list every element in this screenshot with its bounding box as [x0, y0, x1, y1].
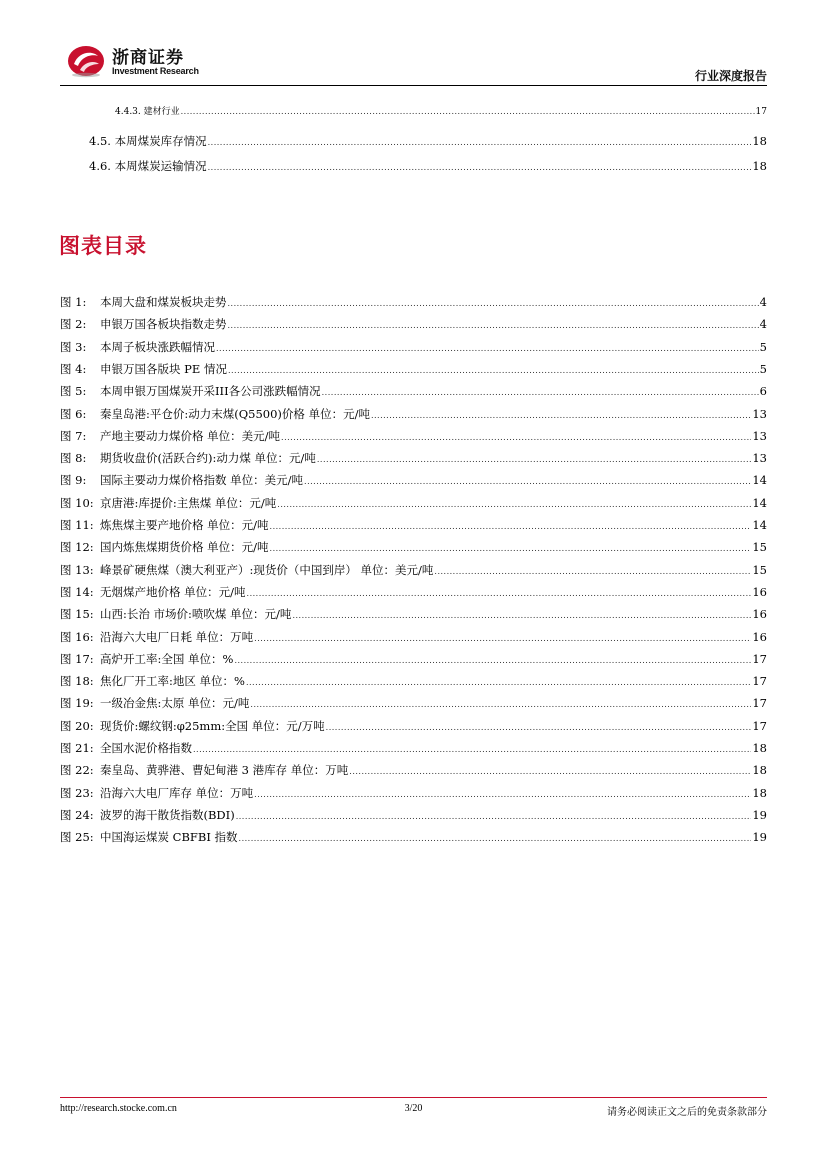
- figure-entry[interactable]: [60, 651, 767, 667]
- figure-entry-page: 13: [752, 428, 767, 443]
- leader-dots: [193, 745, 751, 754]
- figure-entry[interactable]: [60, 294, 767, 310]
- leader-dots: [246, 678, 751, 687]
- figures-section-title: 图表目录: [59, 234, 147, 258]
- figure-entry-number: 图 22:: [60, 763, 94, 778]
- toc-entry[interactable]: [89, 158, 767, 174]
- figure-entry-label: 本周子板块涨跌幅情况: [100, 339, 215, 354]
- toc-entry-page: 17: [755, 107, 767, 117]
- figure-entry-page: 16: [752, 629, 767, 644]
- figure-entry-number: 图 12:: [60, 540, 94, 555]
- figure-entry[interactable]: [60, 495, 767, 511]
- figure-entry-number: 图 1:: [60, 295, 87, 309]
- footer-page-number: 3/20: [404, 1103, 423, 1114]
- leader-dots: [281, 433, 751, 442]
- figure-entry[interactable]: [60, 584, 767, 600]
- figure-entry[interactable]: [60, 406, 767, 422]
- figure-entry[interactable]: [60, 829, 767, 845]
- figure-entry-label: 高炉开工率:全国 单位：%: [100, 651, 234, 666]
- toc-entry-label: 4.6. 本周煤炭运输情况: [89, 159, 207, 173]
- figure-entry[interactable]: [60, 428, 767, 444]
- leader-dots: [270, 544, 752, 553]
- figure-entry-label: 一级冶金焦:太原 单位：元/吨: [100, 696, 250, 711]
- figure-entry-page: 17: [752, 651, 767, 666]
- figure-entry[interactable]: [60, 562, 767, 578]
- toc-entry[interactable]: [115, 104, 767, 117]
- leader-dots: [292, 611, 751, 620]
- toc-entry-label: 4.5. 本周煤炭库存情况: [89, 134, 207, 148]
- leader-dots: [317, 455, 751, 464]
- company-name-en: Investment Research: [112, 66, 199, 76]
- figure-entry[interactable]: [60, 606, 767, 622]
- figure-entry-number: 图 15:: [60, 607, 94, 622]
- figure-entry-number: 图 2:: [60, 317, 87, 332]
- figure-entry-page: 13: [752, 406, 767, 421]
- figure-entry-number: 图 9:: [60, 473, 87, 488]
- toc-entry-page: 18: [752, 159, 767, 173]
- figure-entry-page: 14: [752, 495, 767, 510]
- footer-url[interactable]: http://research.stocke.com.cn: [60, 1103, 177, 1114]
- figure-entry-page: 6: [759, 384, 767, 399]
- leader-dots: [228, 299, 759, 308]
- figure-entry-label: 申银万国各版块 PE 情况: [100, 361, 227, 376]
- figure-entry[interactable]: [60, 361, 767, 377]
- figure-entry-page: 14: [752, 518, 767, 532]
- figure-entry-page: 4: [759, 295, 767, 309]
- figure-entry-number: 图 13:: [60, 562, 94, 577]
- figure-entry-number: 图 17:: [60, 651, 94, 666]
- figure-entry[interactable]: [60, 673, 767, 689]
- figure-entry[interactable]: [60, 695, 767, 711]
- figure-entry-label: 全国水泥价格指数: [100, 741, 192, 755]
- figure-entry-number: 图 8:: [60, 451, 87, 466]
- figure-entry-label: 炼焦煤主要产地价格 单位：元/吨: [100, 518, 269, 532]
- leader-dots: [228, 366, 759, 375]
- figure-entry[interactable]: [60, 762, 767, 778]
- figure-entry-page: 17: [752, 674, 767, 689]
- figure-entry-label: 申银万国各板块指数走势: [100, 317, 227, 332]
- figure-entry-label: 沿海六大电厂库存 单位：万吨: [100, 785, 254, 800]
- toc-entry[interactable]: [89, 133, 767, 149]
- figure-entry[interactable]: [60, 339, 767, 355]
- figure-entry-number: 图 3:: [60, 339, 87, 354]
- figure-entry-number: 图 23:: [60, 785, 94, 800]
- figure-entry-number: 图 5:: [60, 384, 87, 399]
- figure-entry-number: 图 14:: [60, 584, 94, 599]
- leader-dots: [434, 567, 751, 576]
- figure-entry-page: 17: [752, 718, 767, 733]
- leader-dots: [254, 790, 751, 799]
- figure-entry-label: 国际主要动力煤价格指数 单位：美元/吨: [100, 473, 304, 488]
- figure-entry[interactable]: [60, 718, 767, 734]
- footer-divider: [60, 1097, 767, 1098]
- figure-entry-page: 17: [752, 696, 767, 711]
- leader-dots: [247, 589, 752, 598]
- toc-entry-page: 18: [752, 134, 767, 148]
- figure-entry[interactable]: [60, 316, 767, 332]
- figure-entry-label: 本周申银万国煤炭开采III各公司涨跌幅情况: [100, 384, 321, 399]
- figure-entry[interactable]: [60, 629, 767, 645]
- company-logo-icon: [66, 44, 106, 78]
- figure-entry-page: 15: [752, 562, 767, 577]
- leader-dots: [216, 344, 759, 353]
- figure-entry-label: 中国海运煤炭 CBFBI 指数: [100, 830, 238, 845]
- figure-entry-label: 无烟煤产地价格 单位：元/吨: [100, 584, 246, 599]
- figure-entry-label: 波罗的海干散货指数(BDI): [100, 807, 235, 822]
- figure-entry[interactable]: [60, 450, 767, 466]
- figure-entry-number: 图 20:: [60, 718, 94, 733]
- leader-dots: [270, 522, 752, 531]
- figure-entry-number: 图 24:: [60, 807, 94, 822]
- figure-entry[interactable]: [60, 785, 767, 801]
- figure-entry-label: 本周大盘和煤炭板块走势: [100, 295, 227, 309]
- figure-entry-number: 图 4:: [60, 361, 87, 376]
- leader-dots: [277, 500, 751, 509]
- figure-entry-page: 15: [752, 540, 767, 555]
- leader-dots: [326, 723, 752, 732]
- leader-dots: [236, 812, 752, 821]
- figure-entry-page: 19: [752, 807, 767, 822]
- figure-entry[interactable]: [60, 472, 767, 488]
- page-header: [0, 0, 827, 90]
- figure-entry-number: 图 10:: [60, 495, 94, 510]
- figure-entry-label: 沿海六大电厂日耗 单位：万吨: [100, 629, 254, 644]
- figure-entry-label: 山西:长治 市场价:喷吹煤 单位：元/吨: [100, 607, 292, 622]
- figure-entry-number: 图 11:: [60, 518, 94, 532]
- leader-dots: [208, 163, 752, 172]
- figure-entry[interactable]: [60, 740, 767, 756]
- figure-entry[interactable]: [60, 517, 767, 533]
- figure-entry-number: 图 25:: [60, 830, 94, 845]
- figure-entry-label: 秦皇岛、黄骅港、曹妃甸港 3 港库存 单位：万吨: [100, 763, 349, 778]
- figure-entry-label: 秦皇岛港:平仓价:动力末煤(Q5500)价格 单位：元/吨: [100, 406, 370, 421]
- leader-dots: [239, 834, 752, 843]
- figure-entry-label: 现货价:螺纹钢:φ25mm:全国 单位：元/万吨: [100, 718, 325, 733]
- figure-entry-label: 国内炼焦煤期货价格 单位：元/吨: [100, 540, 269, 555]
- figure-entry-page: 14: [752, 473, 767, 488]
- figure-entry[interactable]: [60, 539, 767, 555]
- figure-entry-page: 5: [759, 361, 767, 376]
- figure-entry-number: 图 21:: [60, 741, 94, 755]
- leader-dots: [181, 107, 755, 116]
- figure-entry-number: 图 6:: [60, 406, 87, 421]
- leader-dots: [349, 767, 751, 776]
- leader-dots: [322, 388, 759, 397]
- figure-entry[interactable]: [60, 383, 767, 399]
- toc-entry-label: 4.4.3. 建材行业: [115, 107, 180, 117]
- figure-entry-label: 峰景矿硬焦煤（澳大利亚产）:现货价（中国到岸） 单位：美元/吨: [100, 562, 434, 577]
- footer-disclaimer: 请务必阅读正文之后的免责条款部分: [607, 1107, 767, 1118]
- figure-entry-page: 18: [752, 741, 767, 755]
- figure-entry-label: 期货收盘价(活跃合约):动力煤 单位：元/吨: [100, 451, 316, 466]
- leader-dots: [304, 477, 751, 486]
- figure-entry-number: 图 18:: [60, 674, 94, 689]
- header-divider: [60, 85, 767, 86]
- figure-entry-page: 16: [752, 607, 767, 622]
- figure-entry[interactable]: [60, 807, 767, 823]
- figure-entry-label: 京唐港:库提价:主焦煤 单位：元/吨: [100, 495, 277, 510]
- leader-dots: [228, 321, 759, 330]
- figure-entry-number: 图 19:: [60, 696, 94, 711]
- leader-dots: [371, 411, 751, 420]
- figure-entry-label: 产地主要动力煤价格 单位：美元/吨: [100, 428, 281, 443]
- leader-dots: [250, 700, 751, 709]
- figure-entry-page: 4: [759, 317, 767, 332]
- figure-entry-label: 焦化厂开工率:地区 单位：%: [100, 674, 245, 689]
- leader-dots: [234, 656, 751, 665]
- figure-entry-number: 图 16:: [60, 629, 94, 644]
- leader-dots: [254, 634, 751, 643]
- report-type-label: 行业深度报告: [694, 69, 767, 83]
- figure-entry-page: 16: [752, 584, 767, 599]
- figure-entry-page: 13: [752, 451, 767, 466]
- leader-dots: [208, 138, 752, 147]
- figure-entry-page: 18: [752, 763, 767, 778]
- figure-entry-page: 19: [752, 830, 767, 845]
- figure-entry-page: 18: [752, 785, 767, 800]
- company-name-cn: 浙商证券: [112, 48, 184, 68]
- figure-entry-page: 5: [759, 339, 767, 354]
- figure-entry-number: 图 7:: [60, 428, 87, 443]
